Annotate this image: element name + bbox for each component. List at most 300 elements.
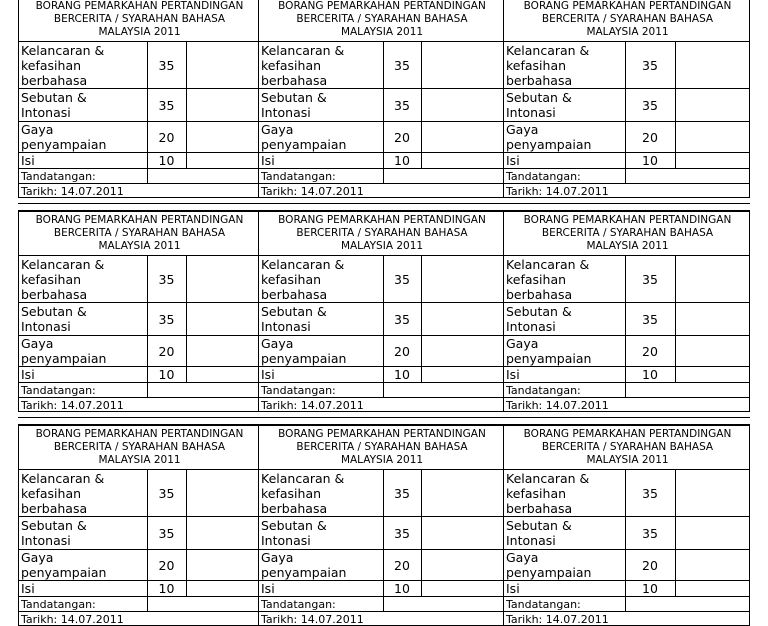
signature-row [259,383,504,398]
signature-field[interactable] [383,169,504,184]
criterion-label-line: Kelancaran & [506,257,623,272]
criterion-label [259,367,383,383]
date-row [259,612,504,626]
criterion-label-line: berbahasa [506,501,623,516]
form-title-line: BERCERITA / SYARAHAN BAHASA [505,227,750,240]
signature-label: Tandatangan: [504,383,625,398]
criterion-row [19,89,259,122]
signature-label: Tandatangan: [259,383,383,398]
score-entry-cell[interactable] [421,303,504,336]
criterion-max-score: 35 [383,517,421,550]
signature-field[interactable] [383,383,504,398]
form-title-line: BORANG PEMARKAHAN PERTANDINGAN [20,0,259,13]
signature-label: Tandatangan: [504,597,625,612]
form-title-line: BERCERITA / SYARAHAN BAHASA [260,227,504,240]
criterion-max-score: 35 [383,303,421,336]
criterion-label [259,122,383,153]
signature-label: Tandatangan: [259,597,383,612]
date-label: Tarikh: 14.07.2011 [19,398,259,413]
criterion-row [19,122,259,153]
criterion-label-line: Sebutan & [506,304,623,319]
criterion-max-score: 35 [625,256,675,303]
criterion-max-score: 10 [383,153,421,169]
scoring-form [18,210,259,412]
criterion-max-score: 35 [383,42,421,89]
form-title-line: BERCERITA / SYARAHAN BAHASA [260,13,504,26]
score-sheet [18,0,750,594]
form-title-line: MALAYSIA 2011 [260,26,504,39]
criterion-label-line: penyampaian [21,137,145,152]
date-row [19,398,259,413]
form-title-line: MALAYSIA 2011 [260,240,504,253]
criterion-label-line: Kelancaran & [506,471,623,486]
form-title [19,0,259,42]
criterion-row [19,517,259,550]
score-entry-cell[interactable] [421,517,504,550]
form-title [19,212,259,256]
form-title [19,426,259,470]
criterion-label-line: Gaya [21,550,145,565]
form-title [259,426,504,470]
criterion-label [259,550,383,581]
criterion-label [504,581,625,597]
divider [18,203,750,204]
criterion-row [504,256,750,303]
score-entry-cell[interactable] [421,256,504,303]
criterion-label [19,122,147,153]
criterion-label [504,153,625,169]
criterion-row [259,89,504,122]
date-row [504,184,750,199]
form-title-line: BORANG PEMARKAHAN PERTANDINGAN [20,214,259,227]
date-label: Tarikh: 14.07.2011 [504,184,750,199]
criterion-label-line: penyampaian [21,565,145,580]
criterion-label [259,153,383,169]
criterion-row [504,153,750,169]
form-title-line: BERCERITA / SYARAHAN BAHASA [505,441,750,454]
score-entry-cell[interactable] [675,336,750,367]
criterion-max-score: 10 [625,581,675,597]
criterion-label-line: kefasihan [506,58,623,73]
criterion-row [504,303,750,336]
form-title-line: BORANG PEMARKAHAN PERTANDINGAN [260,0,504,13]
criterion-row [259,42,504,89]
criterion-label-line: Isi [506,581,623,596]
signature-label: Tandatangan: [19,597,147,612]
score-entry-cell[interactable] [675,153,750,169]
criterion-row [259,581,504,597]
signature-label: Tandatangan: [19,169,147,184]
criterion-label-line: penyampaian [261,137,381,152]
criterion-label-line: Sebutan & [261,518,381,533]
criterion-label-line: Intonasi [261,319,381,334]
signature-row [504,383,750,398]
score-entry-cell[interactable] [675,517,750,550]
criterion-label-line: penyampaian [261,351,381,366]
criterion-label [19,42,147,89]
criterion-label [504,256,625,303]
date-row [259,398,504,413]
criterion-label-line: berbahasa [21,287,145,302]
signature-field[interactable] [383,597,504,612]
criterion-label [19,303,147,336]
criterion-row [19,581,259,597]
date-row [504,398,750,413]
criterion-row [259,367,504,383]
criterion-label-line: kefasihan [261,58,381,73]
criterion-label-line: kefasihan [21,58,145,73]
criterion-max-score: 10 [147,153,186,169]
criterion-label-line: kefasihan [261,272,381,287]
criterion-label-line: Isi [506,153,623,168]
criterion-row [504,550,750,581]
form-title-line: MALAYSIA 2011 [20,240,259,253]
score-entry-cell[interactable] [421,367,504,383]
signature-field[interactable] [625,169,750,184]
criterion-max-score: 20 [383,336,421,367]
criterion-label [19,550,147,581]
criterion-max-score: 35 [383,89,421,122]
criterion-label [504,550,625,581]
criterion-label [19,153,147,169]
criterion-label-line: Intonasi [506,319,623,334]
scoring-form [18,0,259,198]
signature-field[interactable] [625,597,750,612]
criterion-label-line: berbahasa [261,73,381,88]
criterion-label [504,122,625,153]
criterion-max-score: 35 [147,89,186,122]
form-header-row [259,212,504,256]
signature-field[interactable] [147,383,259,398]
score-entry-cell[interactable] [186,89,259,122]
signature-label: Tandatangan: [259,169,383,184]
criterion-max-score: 35 [147,42,186,89]
criterion-max-score: 35 [147,470,186,517]
date-label: Tarikh: 14.07.2011 [259,184,504,199]
criterion-max-score: 10 [147,581,186,597]
criterion-row [504,336,750,367]
criterion-max-score: 20 [147,336,186,367]
criterion-label-line: Kelancaran & [261,257,381,272]
signature-row [259,169,504,184]
criterion-label-line: Intonasi [21,105,145,120]
criterion-label-line: Isi [21,581,145,596]
criterion-label-line: Kelancaran & [21,257,145,272]
form-title [504,426,750,470]
criterion-label [259,303,383,336]
criterion-label [259,470,383,517]
form-title-line: BERCERITA / SYARAHAN BAHASA [20,441,259,454]
criterion-max-score: 10 [147,367,186,383]
date-label: Tarikh: 14.07.2011 [19,184,259,199]
criterion-label-line: penyampaian [506,351,623,366]
criterion-label-line: penyampaian [261,565,381,580]
criterion-row [259,470,504,517]
form-title [259,0,504,42]
score-entry-cell[interactable] [421,122,504,153]
signature-row [19,383,259,398]
criterion-label [259,42,383,89]
date-label: Tarikh: 14.07.2011 [259,398,504,413]
criterion-label-line: Gaya [261,122,381,137]
signature-row [504,169,750,184]
form-title [504,0,750,42]
criterion-row [19,336,259,367]
criterion-max-score: 10 [625,153,675,169]
score-entry-cell[interactable] [675,470,750,517]
criterion-label-line: Isi [21,367,145,382]
criterion-label [504,336,625,367]
criterion-row [504,89,750,122]
criterion-label [259,256,383,303]
criterion-label-line: Gaya [261,550,381,565]
form-title-line: MALAYSIA 2011 [505,454,750,467]
criterion-max-score: 35 [625,517,675,550]
criterion-row [19,303,259,336]
signature-label: Tandatangan: [504,169,625,184]
signature-field[interactable] [147,597,259,612]
form-title-line: BERCERITA / SYARAHAN BAHASA [20,13,259,26]
criterion-label-line: penyampaian [21,351,145,366]
form-header-row [19,426,259,470]
criterion-max-score: 20 [625,122,675,153]
criterion-max-score: 35 [625,470,675,517]
criterion-label-line: Sebutan & [21,90,145,105]
score-entry-cell[interactable] [186,581,259,597]
criterion-label [19,581,147,597]
criterion-label-line: Kelancaran & [21,43,145,58]
criterion-label [259,89,383,122]
criterion-row [504,122,750,153]
signature-field[interactable] [147,169,259,184]
date-label: Tarikh: 14.07.2011 [504,398,750,413]
criterion-label [504,89,625,122]
score-entry-cell[interactable] [421,470,504,517]
form-title [504,212,750,256]
criterion-row [259,550,504,581]
criterion-row [504,367,750,383]
criterion-row [504,581,750,597]
criterion-label-line: Sebutan & [21,304,145,319]
date-label: Tarikh: 14.07.2011 [259,612,504,626]
score-entry-cell[interactable] [186,256,259,303]
criterion-max-score: 20 [625,550,675,581]
score-entry-cell[interactable] [675,256,750,303]
signature-label: Tandatangan: [19,383,147,398]
criterion-max-score: 35 [147,256,186,303]
criterion-max-score: 35 [383,256,421,303]
criterion-label-line: Intonasi [21,319,145,334]
signature-row [259,597,504,612]
criterion-label [259,517,383,550]
criterion-label [19,336,147,367]
criterion-label-line: Intonasi [506,105,623,120]
criterion-label-line: Isi [506,367,623,382]
criterion-row [19,42,259,89]
form-title-line: BERCERITA / SYARAHAN BAHASA [260,441,504,454]
form-title-line: MALAYSIA 2011 [260,454,504,467]
criterion-row [259,336,504,367]
scoring-form [503,424,750,626]
criterion-label-line: Gaya [21,122,145,137]
criterion-label [504,303,625,336]
criterion-label-line: berbahasa [506,73,623,88]
criterion-max-score: 35 [383,470,421,517]
criterion-label-line: Kelancaran & [21,471,145,486]
criterion-label-line: kefasihan [506,272,623,287]
criterion-label [504,367,625,383]
criterion-label-line: Gaya [506,550,623,565]
criterion-row [19,367,259,383]
score-entry-cell[interactable] [675,550,750,581]
score-entry-cell[interactable] [675,303,750,336]
score-entry-cell[interactable] [421,153,504,169]
form-header-row [259,0,504,42]
criterion-label-line: Sebutan & [21,518,145,533]
form-title-line: BORANG PEMARKAHAN PERTANDINGAN [260,428,504,441]
criterion-label-line: Kelancaran & [261,471,381,486]
score-entry-cell[interactable] [186,517,259,550]
form-title-line: BORANG PEMARKAHAN PERTANDINGAN [505,428,750,441]
score-entry-cell[interactable] [186,153,259,169]
divider [18,417,750,418]
criterion-label-line: Kelancaran & [261,43,381,58]
criterion-row [259,153,504,169]
criterion-label-line: Gaya [506,122,623,137]
score-entry-cell[interactable] [675,89,750,122]
form-header-row [504,212,750,256]
form-title-line: BERCERITA / SYARAHAN BAHASA [505,13,750,26]
criterion-max-score: 35 [147,303,186,336]
criterion-max-score: 20 [383,122,421,153]
date-row [504,612,750,626]
criterion-label-line: Kelancaran & [506,43,623,58]
criterion-label-line: Gaya [261,336,381,351]
criterion-label-line: berbahasa [506,287,623,302]
criterion-label [19,367,147,383]
score-entry-cell[interactable] [421,550,504,581]
criterion-label [259,336,383,367]
score-entry-cell[interactable] [421,89,504,122]
form-title-line: BERCERITA / SYARAHAN BAHASA [20,227,259,240]
criterion-max-score: 35 [625,42,675,89]
criterion-row [504,42,750,89]
criterion-label [504,42,625,89]
form-title-line: MALAYSIA 2011 [20,454,259,467]
form-header-row [19,212,259,256]
criterion-label-line: Gaya [506,336,623,351]
signature-row [504,597,750,612]
score-entry-cell[interactable] [186,550,259,581]
criterion-row [19,153,259,169]
criterion-max-score: 35 [147,517,186,550]
form-header-row [504,426,750,470]
criterion-max-score: 35 [625,89,675,122]
date-row [19,184,259,199]
criterion-label-line: Isi [261,367,381,382]
criterion-label-line: Intonasi [21,533,145,548]
criterion-max-score: 10 [625,367,675,383]
divider [18,211,750,212]
score-entry-cell[interactable] [186,122,259,153]
criterion-label-line: penyampaian [506,565,623,580]
criterion-label-line: Sebutan & [261,304,381,319]
signature-row [19,597,259,612]
scoring-form [18,424,259,626]
criterion-label-line: kefasihan [21,272,145,287]
criterion-label-line: Isi [261,581,381,596]
form-title-line: BORANG PEMARKAHAN PERTANDINGAN [20,428,259,441]
form-header-row [259,426,504,470]
criterion-label-line: Isi [261,153,381,168]
form-title-line: MALAYSIA 2011 [20,26,259,39]
criterion-label-line: Intonasi [506,533,623,548]
criterion-label [504,517,625,550]
signature-row [19,169,259,184]
criterion-row [259,122,504,153]
score-entry-cell[interactable] [421,336,504,367]
criterion-label [19,89,147,122]
criterion-max-score: 10 [383,581,421,597]
scoring-form [503,210,750,412]
criterion-label-line: Isi [21,153,145,168]
form-title [259,212,504,256]
score-entry-cell[interactable] [675,367,750,383]
divider [18,425,750,426]
score-entry-cell[interactable] [675,581,750,597]
score-entry-cell[interactable] [421,581,504,597]
criterion-label-line: Intonasi [261,105,381,120]
criterion-label-line: kefasihan [506,486,623,501]
criterion-label-line: penyampaian [506,137,623,152]
criterion-row [19,550,259,581]
form-header-row [19,0,259,42]
criterion-label-line: kefasihan [21,486,145,501]
form-title-line: BORANG PEMARKAHAN PERTANDINGAN [505,0,750,13]
criterion-label [19,517,147,550]
criterion-row [19,256,259,303]
score-entry-cell[interactable] [675,42,750,89]
criterion-max-score: 20 [147,122,186,153]
score-entry-cell[interactable] [186,303,259,336]
score-entry-cell[interactable] [186,470,259,517]
criterion-label [259,581,383,597]
signature-field[interactable] [625,383,750,398]
criterion-label-line: berbahasa [21,501,145,516]
criterion-max-score: 10 [383,367,421,383]
score-entry-cell[interactable] [675,122,750,153]
criterion-row [259,303,504,336]
date-label: Tarikh: 14.07.2011 [504,612,750,626]
date-row [19,612,259,626]
criterion-row [504,470,750,517]
criterion-label-line: berbahasa [21,73,145,88]
criterion-max-score: 20 [147,550,186,581]
scoring-form [503,0,750,198]
score-entry-cell[interactable] [186,367,259,383]
criterion-row [259,256,504,303]
score-entry-cell[interactable] [186,42,259,89]
criterion-label-line: berbahasa [261,287,381,302]
criterion-max-score: 20 [625,336,675,367]
criterion-label-line: berbahasa [261,501,381,516]
criterion-max-score: 35 [625,303,675,336]
score-entry-cell[interactable] [186,336,259,367]
scoring-form [258,0,504,198]
score-entry-cell[interactable] [421,42,504,89]
date-label: Tarikh: 14.07.2011 [19,612,259,626]
scoring-form [258,210,504,412]
